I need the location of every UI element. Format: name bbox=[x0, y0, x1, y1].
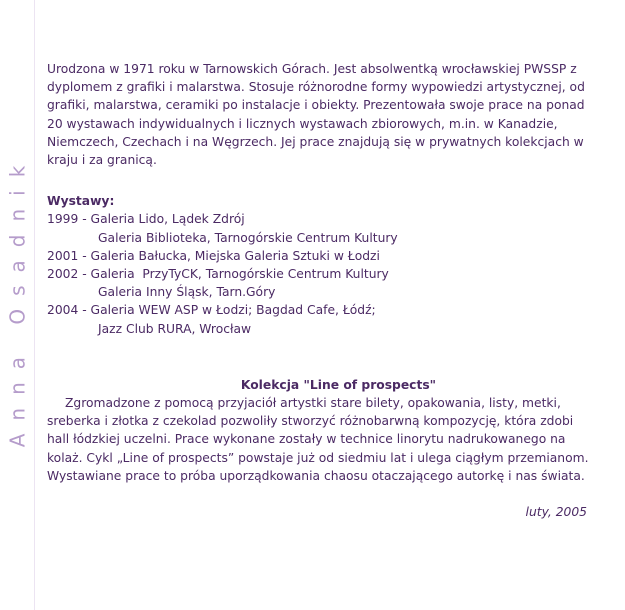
collection-title: Kolekcja "Line of prospects" bbox=[240, 377, 437, 392]
exhibition-line: 2004 - Galeria WEW ASP w Łodzi; Bagdad Cafe, Łódź; bbox=[47, 303, 376, 318]
side-band bbox=[0, 0, 35, 610]
artist-biography: Urodzona w 1971 roku w Tarnowskich Górach. Jest absolwentką wrocławskiej PWSSP z dyplomem z grafiki i malarstwa. Stosuje różnorodne formy wypowiedzi artystycznej, od grafiki, malarstwa, ceramiki po instalacje i obiekty. Prezentowała swoje prace na ponad 20 wystawach indywidualnych i licznych wystawach zbiorowych, m.in. w Kanadzie, Niemczech, Czechach i na Węgrzech. Jej prace znajdują się w prywatnych kolekcjach w kraju i za granicą. bbox=[47, 62, 585, 168]
exhibition-line: Jazz Club RURA, Wrocław bbox=[98, 321, 252, 336]
publication-date: luty, 2005 bbox=[525, 505, 587, 520]
collection-description: Zgromadzone z pomocą przyjaciół artystki stare bilety, opakowania, listy, metki, sreberka i złotka z czekolad pozwoliły stworzyć różnobarwną kompozycję, która zdobi hall łódzkiej uczelni. Prace wykonane zostały w technice linorytu nadrukowanego na kolaż. Cykl „Line of prospects” powstaje już od siedmiu lat i ulega ciągłym przemianom. Wystawiane prace to próba uporządkowania chaosu otaczającego autorkę i nas świata. bbox=[47, 396, 589, 483]
exhibition-line: Galeria Inny Śląsk, Tarn.Góry bbox=[98, 285, 276, 300]
exhibitions-heading: Wystawy: bbox=[47, 194, 115, 209]
collection-section bbox=[47, 376, 592, 485]
exhibition-line: 2001 - Galeria Bałucka, Miejska Galeria Sztuki w Łodzi bbox=[47, 248, 380, 263]
exhibition-line: Galeria Biblioteka, Tarnogórskie Centrum Kultury bbox=[98, 230, 398, 245]
artist-name-vertical: Anna Osadnik bbox=[5, 152, 30, 448]
vertical-name-container bbox=[2, 80, 32, 520]
exhibition-line: 2002 - Galeria PrzyTyCK, Tarnogórskie Centrum Kultury bbox=[47, 267, 389, 282]
article-content bbox=[47, 60, 592, 521]
exhibition-line: 1999 - Galeria Lido, Lądek Zdrój bbox=[47, 212, 245, 227]
exhibitions-section bbox=[47, 192, 592, 338]
